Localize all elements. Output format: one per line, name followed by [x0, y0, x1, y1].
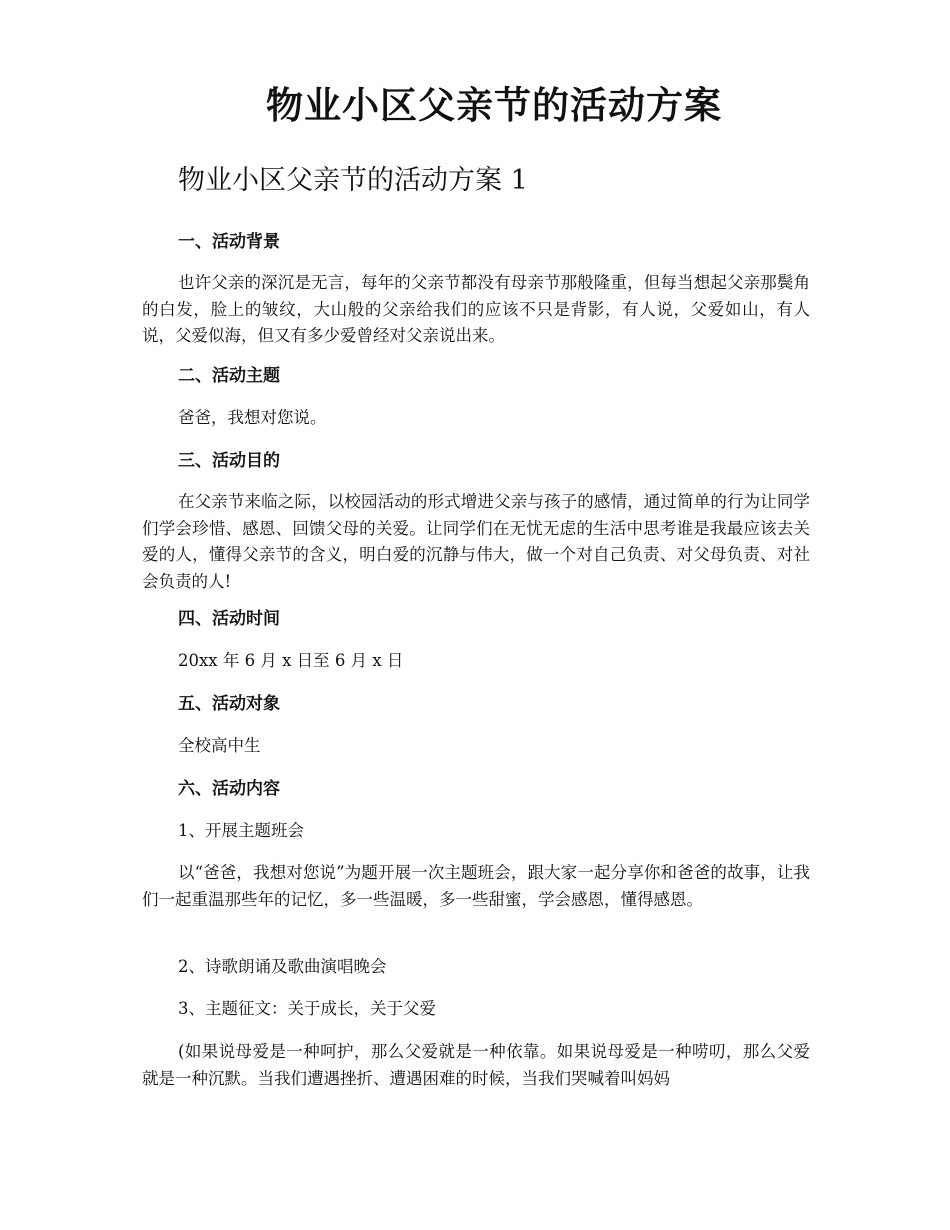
paragraph-background: 也许父亲的深沉是无言，每年的父亲节都没有母亲节那般隆重，但每当想起父亲那鬓角的白发，脸上的皱纹，大山般的父亲给我们的应该不只是背影，有人说，父爱如山，有人说，父爱似海，但又有多少爱曾经对父亲说出来。 [142, 273, 810, 345]
content-item-3: 3、主题征文：关于成长，关于父爱 [178, 999, 436, 1018]
section-title: 物业小区父亲节的活动方案 1 [178, 165, 528, 196]
content-item-2: 2、诗歌朗诵及歌曲演唱晚会 [178, 957, 387, 976]
content-item-1: 1、开展主题班会 [178, 821, 304, 840]
heading-content: 六、活动内容 [178, 779, 280, 799]
heading-background: 一、活动背景 [178, 232, 280, 252]
heading-purpose: 三、活动目的 [178, 451, 280, 471]
heading-time: 四、活动时间 [178, 609, 280, 629]
paragraph-item-1: 以“爸爸，我想对您说”为题开展一次主题班会，跟大家一起分享你和爸爸的故事，让我们一起重温那些年的记忆，多一些温暖，多一些甜蜜，学会感恩，懂得感恩。 [142, 863, 810, 909]
heading-theme: 二、活动主题 [178, 366, 280, 386]
document-title: 物业小区父亲节的活动方案 [266, 83, 722, 127]
paragraph-item-3: (如果说母爱是一种呵护，那么父爱就是一种依靠。如果说母爱是一种唠叨，那么父爱就是一种沉默。当我们遭遇挫折、遭遇困难的时候，当我们哭喊着叫妈妈 [142, 1042, 810, 1088]
target-text: 全校高中生 [178, 736, 261, 755]
theme-text: 爸爸，我想对您说。 [178, 408, 327, 427]
paragraph-purpose: 在父亲节来临之际，以校园活动的形式增进父亲与孩子的感情，通过简单的行为让同学们学会珍惜、感恩、回馈父母的关爱。让同学们在无忧无虑的生活中思考谁是我最应该去关爱的人，懂得父亲节的含义，明白爱的沉静与伟大，做一个对自己负责、对父母负责、对社会负责的人! [142, 492, 810, 591]
time-text: 20xx 年 6 月 x 日至 6 月 x 日 [178, 651, 404, 670]
heading-target: 五、活动对象 [178, 694, 280, 714]
